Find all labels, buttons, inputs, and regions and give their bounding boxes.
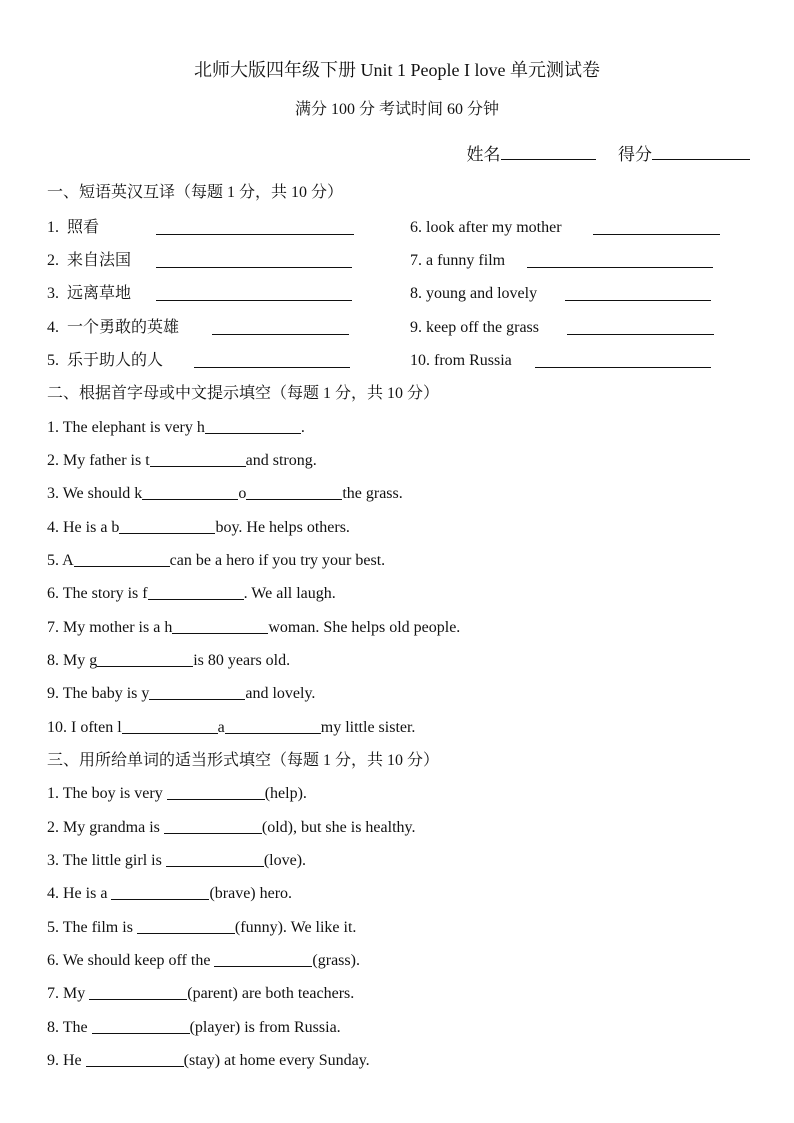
page-title: 北师大版四年级下册 Unit 1 People I love 单元测试卷 xyxy=(194,60,600,80)
item-text: 3. We should k xyxy=(47,485,143,502)
item-number: 1. xyxy=(47,219,59,236)
answer-blank[interactable] xyxy=(194,351,350,368)
fill-item xyxy=(47,617,460,639)
item-text: 6. We should keep off the xyxy=(47,952,215,969)
item-text: 4. He is a b xyxy=(47,519,120,536)
item-text: can be a hero if you try your best. xyxy=(169,552,386,569)
phrase-item xyxy=(410,217,562,239)
fill-item xyxy=(47,917,356,939)
section-2-heading: 二、根据首字母或中文提示填空（每题 1 分，共 10 分） xyxy=(47,385,440,402)
fill-item xyxy=(47,483,403,505)
answer-blank[interactable] xyxy=(137,917,235,934)
phrase-item xyxy=(410,250,505,272)
item-text: 5. The film is xyxy=(47,919,137,936)
fill-item xyxy=(47,550,385,572)
answer-blank[interactable] xyxy=(149,683,245,700)
answer-blank[interactable] xyxy=(567,318,714,335)
answer-blank[interactable] xyxy=(167,783,265,800)
item-text: the grass. xyxy=(342,485,403,502)
section-1-heading: 一、短语英汉互译（每题 1 分，共 10 分） xyxy=(47,184,344,201)
item-text: 7. My xyxy=(47,985,90,1002)
item-text: 6. look after my mother xyxy=(410,219,562,236)
answer-blank[interactable] xyxy=(535,351,711,368)
item-text: is 80 years old. xyxy=(193,652,291,669)
item-text: (help). xyxy=(264,785,307,802)
answer-blank[interactable] xyxy=(214,950,312,967)
item-text: 一个勇敢的英雄 xyxy=(67,319,180,336)
phrase-item xyxy=(47,350,163,372)
answer-blank[interactable] xyxy=(150,450,246,467)
answer-blank[interactable] xyxy=(156,251,352,268)
item-text: 9. He xyxy=(47,1052,86,1069)
fill-item xyxy=(47,950,360,972)
item-text: 10. I often l xyxy=(47,719,122,736)
phrase-item xyxy=(47,250,131,272)
item-text: 6. The story is f xyxy=(47,585,148,602)
answer-blank[interactable] xyxy=(119,517,215,534)
phrase-item xyxy=(410,317,539,339)
item-number: 5. xyxy=(47,352,59,369)
phrase-item xyxy=(410,350,512,372)
name-score-fields xyxy=(467,141,751,167)
fill-item xyxy=(47,850,306,872)
fill-item xyxy=(47,1050,370,1072)
answer-blank[interactable] xyxy=(593,218,720,235)
answer-blank[interactable] xyxy=(142,483,238,500)
item-text: 3. The little girl is xyxy=(47,852,166,869)
answer-blank[interactable] xyxy=(156,218,354,235)
item-text: 2. My father is t xyxy=(47,452,150,469)
fill-item xyxy=(47,650,290,672)
fill-item xyxy=(47,417,305,439)
name-label: 姓名 xyxy=(466,145,501,164)
answer-blank[interactable] xyxy=(97,650,193,667)
fill-item xyxy=(47,817,415,839)
score-label: 得分 xyxy=(618,145,652,164)
item-text: 8. The xyxy=(47,1019,92,1036)
fill-item xyxy=(47,783,307,805)
answer-blank[interactable] xyxy=(212,318,349,335)
item-text: (stay) at home every Sunday. xyxy=(183,1052,370,1069)
item-text: 来自法国 xyxy=(67,252,132,269)
item-text: my little sister. xyxy=(320,719,416,736)
item-text: 1. The boy is very xyxy=(47,785,167,802)
answer-blank[interactable] xyxy=(527,251,713,268)
answer-blank[interactable] xyxy=(225,717,321,734)
phrase-item xyxy=(410,283,537,305)
answer-blank[interactable] xyxy=(205,417,301,434)
item-text: . xyxy=(300,419,305,436)
item-number: 4. xyxy=(47,319,59,336)
fill-item xyxy=(47,683,315,705)
item-text: . We all laugh. xyxy=(243,585,336,602)
item-text: (parent) are both teachers. xyxy=(187,985,355,1002)
item-text: (old), but she is healthy. xyxy=(261,819,416,836)
fill-item xyxy=(47,517,350,539)
item-text: (grass). xyxy=(312,952,360,969)
item-text: 2. My grandma is xyxy=(47,819,164,836)
score-blank[interactable] xyxy=(652,141,750,160)
item-text: 7. My mother is a h xyxy=(47,619,173,636)
item-text: 7. a funny film xyxy=(410,252,506,269)
fill-item xyxy=(47,983,354,1005)
item-text: 乐于助人的人 xyxy=(67,352,164,369)
item-text: 9. keep off the grass xyxy=(410,319,539,336)
item-text: (brave) hero. xyxy=(209,885,293,902)
answer-blank[interactable] xyxy=(166,850,264,867)
item-text: 1. The elephant is very h xyxy=(47,419,205,436)
item-text: woman. She helps old people. xyxy=(268,619,461,636)
name-blank[interactable] xyxy=(501,141,596,160)
item-text: and lovely. xyxy=(245,685,316,702)
fill-item xyxy=(47,583,336,605)
answer-blank[interactable] xyxy=(565,284,711,301)
item-text: o xyxy=(238,485,247,502)
item-text: 远离草地 xyxy=(67,285,132,302)
phrase-item xyxy=(47,283,131,305)
answer-blank[interactable] xyxy=(111,883,209,900)
item-text: 10. from Russia xyxy=(410,352,512,369)
item-text: 照看 xyxy=(67,219,100,236)
answer-blank[interactable] xyxy=(156,284,352,301)
fill-item xyxy=(47,1017,341,1039)
fill-item xyxy=(47,883,292,905)
answer-blank[interactable] xyxy=(172,617,268,634)
answer-blank[interactable] xyxy=(122,717,218,734)
item-text: 4. He is a xyxy=(47,885,112,902)
item-text: (love). xyxy=(263,852,307,869)
item-text: 5. A xyxy=(47,552,74,569)
section-3-heading: 三、用所给单词的适当形式填空（每题 1 分，共 10 分） xyxy=(47,752,440,769)
item-number: 3. xyxy=(47,285,59,302)
item-text: 8. young and lovely xyxy=(410,285,538,302)
phrase-item xyxy=(47,317,179,339)
answer-blank[interactable] xyxy=(164,817,262,834)
item-text: 9. The baby is y xyxy=(47,685,150,702)
item-text: and strong. xyxy=(245,452,317,469)
phrase-item xyxy=(47,217,99,239)
answer-blank[interactable] xyxy=(246,483,342,500)
item-text: (funny). We like it. xyxy=(234,919,357,936)
item-text: 8. My g xyxy=(47,652,98,669)
answer-blank[interactable] xyxy=(92,1017,190,1034)
answer-blank[interactable] xyxy=(86,1050,184,1067)
exam-info: 满分 100 分 考试时间 60 分钟 xyxy=(294,101,499,118)
item-text: (player) is from Russia. xyxy=(189,1019,341,1036)
answer-blank[interactable] xyxy=(89,983,187,1000)
answer-blank[interactable] xyxy=(148,583,244,600)
fill-item xyxy=(47,450,317,472)
fill-item xyxy=(47,717,415,739)
item-text: boy. He helps others. xyxy=(215,519,350,536)
item-text: a xyxy=(217,719,225,736)
item-number: 2. xyxy=(47,252,59,269)
answer-blank[interactable] xyxy=(74,550,170,567)
